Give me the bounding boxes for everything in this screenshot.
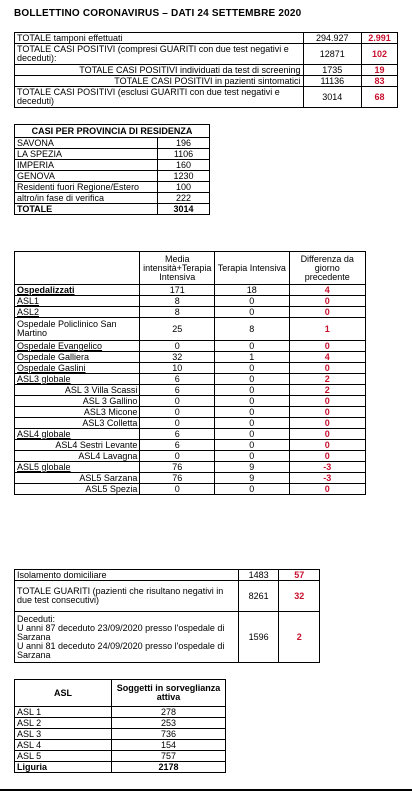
- status-label: TOTALE GUARITI (pazienti che risultano negativi in due test consecutivi): [15, 581, 239, 612]
- table-row: [15, 581, 320, 612]
- hospital-ti: 9: [215, 462, 289, 473]
- bottom-divider: [0, 789, 412, 791]
- hospital-media: 32: [140, 352, 215, 363]
- table-row: [15, 171, 210, 182]
- hospital-name: ASL 3 Villa Scassi: [15, 385, 140, 396]
- surveillance-header: ASL: [15, 680, 112, 707]
- hospital-diff: 0: [289, 440, 365, 451]
- hospital-ti: 1: [215, 352, 289, 363]
- hospital-diff: 0: [289, 407, 365, 418]
- table-row: [15, 762, 226, 773]
- table-header-row: [15, 252, 366, 285]
- surveillance-value: 253: [112, 718, 226, 729]
- table-row: [15, 718, 226, 729]
- summary-value: 11136: [303, 76, 362, 87]
- hospital-name: ASL4 globale: [15, 429, 140, 440]
- hospital-diff: -3: [289, 473, 365, 484]
- summary-delta: 2.991: [362, 33, 398, 44]
- table-row: [15, 204, 210, 215]
- hospital-header: Media intensità+Terapia Intensiva: [140, 252, 215, 285]
- hospital-header: Terapia Intensiva: [215, 252, 289, 285]
- hospital-ti: 0: [215, 296, 289, 307]
- surveillance-header: Soggetti in sorveglianza attiva: [112, 680, 226, 707]
- hospital-diff: 2: [289, 385, 365, 396]
- surveillance-value: 278: [112, 707, 226, 718]
- province-name: Residenti fuori Regione/Estero: [15, 182, 158, 193]
- summary-value: 12871: [303, 44, 362, 65]
- hospital-ti: 8: [215, 318, 289, 341]
- summary-label: TOTALE tamponi effettuati: [15, 33, 304, 44]
- surveillance-value: 757: [112, 751, 226, 762]
- hospital-media: 10: [140, 363, 215, 374]
- hospital-diff: 0: [289, 341, 365, 352]
- hospital-media: 6: [140, 374, 215, 385]
- hospital-ti: 0: [215, 484, 289, 495]
- hospital-media: 0: [140, 407, 215, 418]
- province-value: 222: [158, 193, 210, 204]
- hospital-media: 0: [140, 418, 215, 429]
- hospital-name: ASL5 Sarzana: [15, 473, 140, 484]
- table-row: [15, 341, 366, 352]
- province-table: [14, 124, 210, 215]
- table-row: [15, 707, 226, 718]
- deceased-entry: U anni 81 deceduto 24/09/2020 presso l'ospedale di Sarzana: [17, 640, 225, 660]
- table-row: [15, 352, 366, 363]
- surveillance-asl: ASL 2: [15, 718, 112, 729]
- summary-value: 3014: [303, 87, 362, 108]
- table-row: [15, 729, 226, 740]
- hospital-media: 171: [140, 285, 215, 296]
- table-row: [15, 473, 366, 484]
- hospital-name: ASL4 Lavagna: [15, 451, 140, 462]
- summary-delta: 102: [362, 44, 398, 65]
- surveillance-asl: Liguria: [15, 762, 112, 773]
- hospital-diff: 0: [289, 396, 365, 407]
- province-header: CASI PER PROVINCIA DI RESIDENZA: [15, 125, 210, 138]
- table-row: [15, 33, 398, 44]
- status-delta: 32: [279, 581, 320, 612]
- province-value: 1106: [158, 149, 210, 160]
- table-row: [15, 418, 366, 429]
- status-table: [14, 569, 320, 663]
- summary-delta: 19: [362, 65, 398, 76]
- hospital-ti: 9: [215, 473, 289, 484]
- hospital-name: ASL3 Micone: [15, 407, 140, 418]
- hospital-ti: 0: [215, 407, 289, 418]
- status-delta: 57: [279, 570, 320, 581]
- table-row: [15, 451, 366, 462]
- province-value: 1230: [158, 171, 210, 182]
- hospital-media: 0: [140, 484, 215, 495]
- surveillance-value: 736: [112, 729, 226, 740]
- hospital-media: 0: [140, 451, 215, 462]
- table-row: [15, 193, 210, 204]
- deceased-entry: U anni 87 deceduto 23/09/2020 presso l'ospedale di Sarzana: [17, 622, 225, 642]
- hospital-media: 8: [140, 307, 215, 318]
- province-name: LA SPEZIA: [15, 149, 158, 160]
- surveillance-value: 154: [112, 740, 226, 751]
- province-name: SAVONA: [15, 138, 158, 149]
- table-row: [15, 374, 366, 385]
- table-row: [15, 429, 366, 440]
- surveillance-asl: ASL 3: [15, 729, 112, 740]
- table-row: [15, 307, 366, 318]
- table-header-row: [15, 125, 210, 138]
- province-value: 196: [158, 138, 210, 149]
- hospital-diff: 1: [289, 318, 365, 341]
- hospital-name: Ospedale Gaslini: [15, 363, 140, 374]
- table-row: [15, 440, 366, 451]
- summary-value: 1735: [303, 65, 362, 76]
- hospital-name: ASL5 globale: [15, 462, 140, 473]
- hospital-media: 25: [140, 318, 215, 341]
- table-row: [15, 76, 398, 87]
- table-row: [15, 612, 320, 663]
- hospital-name: Ospedale Galliera: [15, 352, 140, 363]
- table-row: [15, 160, 210, 171]
- hospital-media: 6: [140, 385, 215, 396]
- table-row: [15, 407, 366, 418]
- table-row: [15, 462, 366, 473]
- hospital-name: Ospedale Policlinico San Martino: [15, 318, 140, 341]
- hospital-diff: 0: [289, 484, 365, 495]
- table-row: [15, 484, 366, 495]
- summary-label: TOTALE CASI POSITIVI (esclusi GUARITI con due test negativi e deceduti): [15, 87, 304, 108]
- surveillance-asl: ASL 4: [15, 740, 112, 751]
- summary-value: 294.927: [303, 33, 362, 44]
- hospital-ti: 0: [215, 440, 289, 451]
- province-name: GENOVA: [15, 171, 158, 182]
- hospital-ti: 0: [215, 396, 289, 407]
- hospital-ti: 0: [215, 451, 289, 462]
- province-name: IMPERIA: [15, 160, 158, 171]
- province-name: altro/in fase di verifica: [15, 193, 158, 204]
- hospital-diff: 4: [289, 285, 365, 296]
- province-value: 160: [158, 160, 210, 171]
- hospital-media: 76: [140, 473, 215, 484]
- hospital-name: Ospedale Evangelico: [15, 341, 140, 352]
- hospital-diff: 2: [289, 374, 365, 385]
- hospital-media: 76: [140, 462, 215, 473]
- status-value: 1483: [238, 570, 279, 581]
- hospital-name: ASL 3 Gallino: [15, 396, 140, 407]
- hospital-media: 8: [140, 296, 215, 307]
- hospital-ti: 0: [215, 363, 289, 374]
- hospital-diff: 0: [289, 451, 365, 462]
- hospital-header: Differenza da giorno precedente: [289, 252, 365, 285]
- hospital-diff: 0: [289, 363, 365, 374]
- table-row: [15, 570, 320, 581]
- surveillance-table: [14, 679, 226, 773]
- hospital-diff: -3: [289, 462, 365, 473]
- status-value: 1596: [238, 612, 279, 663]
- hospital-name: ASL3 globale: [15, 374, 140, 385]
- hospital-name: Ospedalizzati: [15, 285, 140, 296]
- bulletin-title: BOLLETTINO CORONAVIRUS – DATI 24 SETTEMBRE 2020: [14, 8, 302, 19]
- table-row: [15, 285, 366, 296]
- hospital-diff: 0: [289, 307, 365, 318]
- summary-label: TOTALE CASI POSITIVI in pazienti sintomatici: [15, 76, 304, 87]
- table-row: [15, 65, 398, 76]
- hospital-header: [15, 252, 140, 285]
- summary-delta: 83: [362, 76, 398, 87]
- hospital-media: 0: [140, 341, 215, 352]
- hospital-ti: 0: [215, 341, 289, 352]
- hospital-ti: 0: [215, 307, 289, 318]
- hospital-media: 6: [140, 429, 215, 440]
- status-label: Isolamento domiciliare: [15, 570, 239, 581]
- hospital-name: ASL4 Sestri Levante: [15, 440, 140, 451]
- hospital-name: ASL2: [15, 307, 140, 318]
- hospital-name: ASL1: [15, 296, 140, 307]
- table-header-row: [15, 680, 226, 707]
- surveillance-asl: ASL 5: [15, 751, 112, 762]
- table-row: [15, 87, 398, 108]
- province-value: 100: [158, 182, 210, 193]
- table-row: [15, 396, 366, 407]
- hospital-diff: 4: [289, 352, 365, 363]
- surveillance-value: 2178: [112, 762, 226, 773]
- hospital-media: 6: [140, 440, 215, 451]
- summary-label: TOTALE CASI POSITIVI (compresi GUARITI con due test negativi e deceduti):: [15, 44, 304, 65]
- hospital-ti: 0: [215, 418, 289, 429]
- hospital-diff: 0: [289, 418, 365, 429]
- table-row: [15, 296, 366, 307]
- hospital-ti: 0: [215, 374, 289, 385]
- province-name: TOTALE: [15, 204, 158, 215]
- table-row: [15, 149, 210, 160]
- province-value: 3014: [158, 204, 210, 215]
- deceased-cell: [15, 612, 239, 663]
- hospital-ti: 18: [215, 285, 289, 296]
- status-value: 8261: [238, 581, 279, 612]
- hospital-name: ASL5 Spezia: [15, 484, 140, 495]
- status-delta: 2: [279, 612, 320, 663]
- table-row: [15, 138, 210, 149]
- hospital-name: ASL3 Colletta: [15, 418, 140, 429]
- hospital-media: 0: [140, 396, 215, 407]
- hospital-diff: 0: [289, 429, 365, 440]
- hospital-ti: 0: [215, 385, 289, 396]
- table-row: [15, 740, 226, 751]
- table-row: [15, 318, 366, 341]
- deceased-label: Deceduti:: [17, 613, 56, 624]
- hospital-ti: 0: [215, 429, 289, 440]
- table-row: [15, 44, 398, 65]
- table-row: [15, 751, 226, 762]
- hospital-table: [14, 251, 366, 495]
- summary-delta: 68: [362, 87, 398, 108]
- table-row: [15, 385, 366, 396]
- summary-label: TOTALE CASI POSITIVI individuati da test di screening: [15, 65, 304, 76]
- hospital-diff: 0: [289, 296, 365, 307]
- surveillance-asl: ASL 1: [15, 707, 112, 718]
- summary-table: [14, 32, 398, 108]
- table-row: [15, 182, 210, 193]
- table-row: [15, 363, 366, 374]
